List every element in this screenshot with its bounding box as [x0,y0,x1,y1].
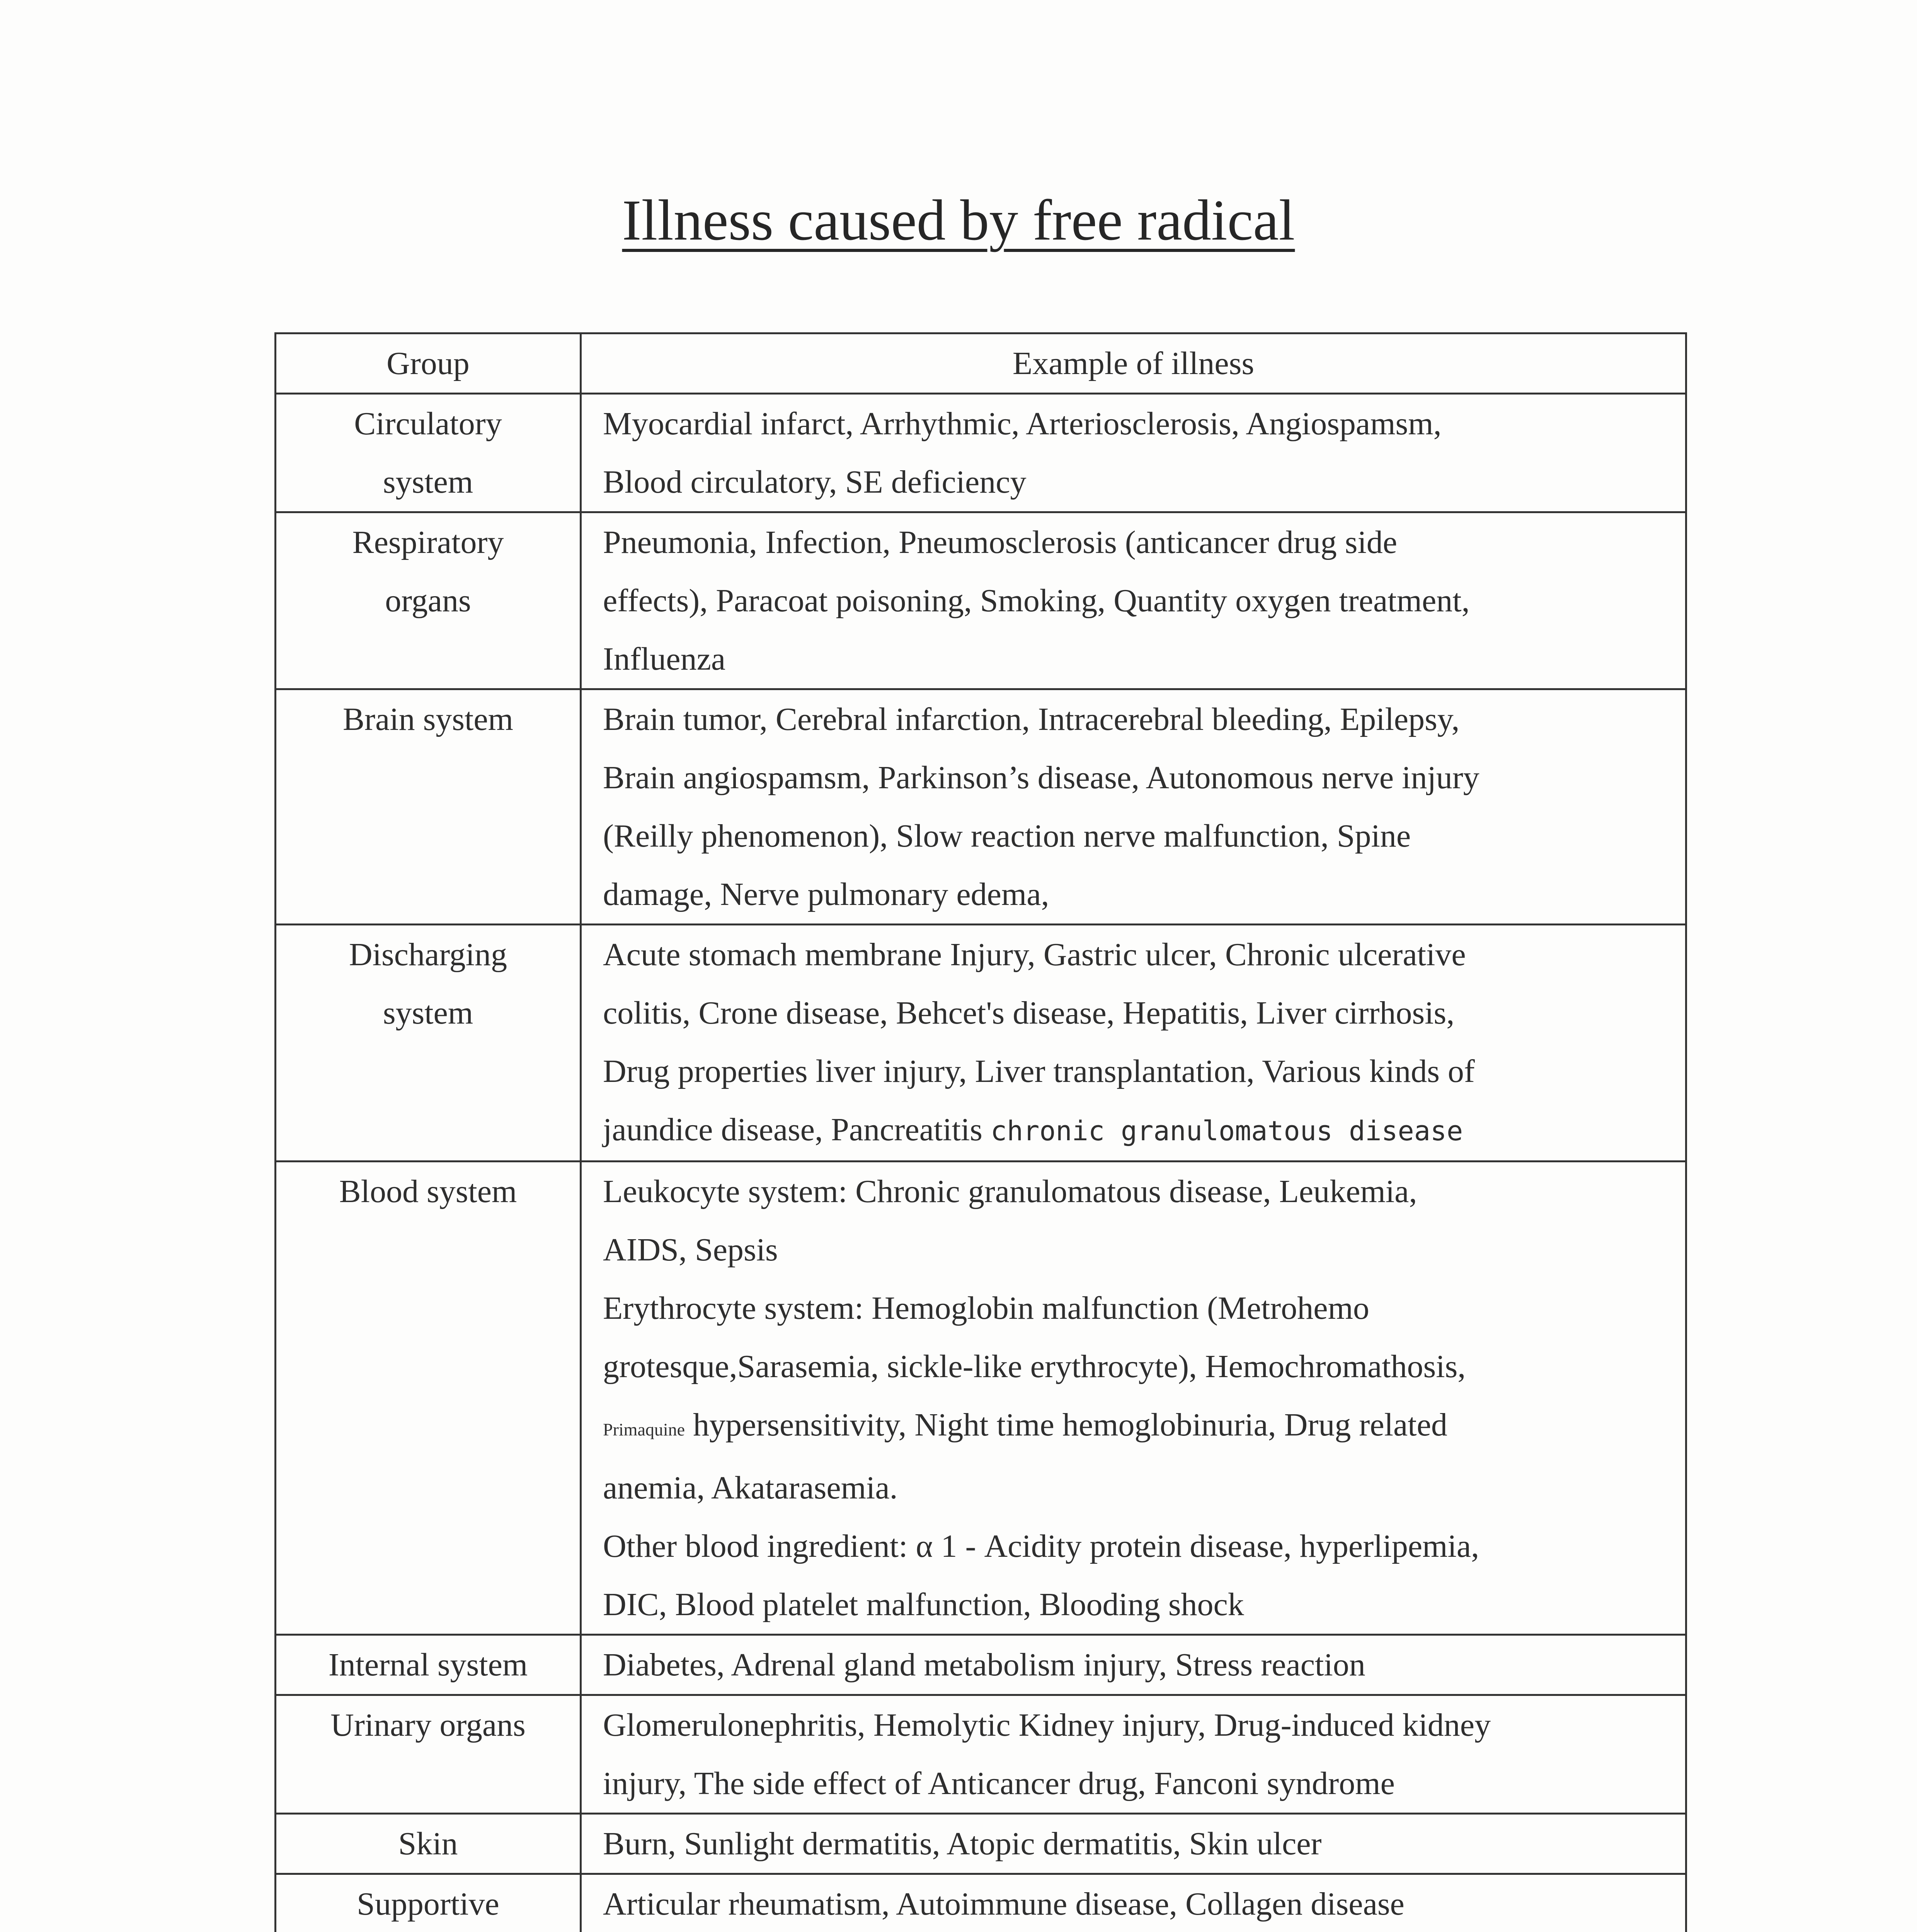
example-line: (Reilly phenomenon), Slow reaction nerve malfunction, Spine [603,818,1411,854]
example-line: Erythrocyte system: Hemoglobin malfunction (Metrohemo [603,1290,1369,1326]
group-label-line: Respiratory [352,524,504,560]
table-row [276,1814,1686,1874]
example-line [603,1100,1677,1160]
example-line: Diabetes, Adrenal gland metabolism injury, Stress reaction [603,1647,1365,1683]
table-row [276,1874,1686,1932]
example-line: AIDS, Sepsis [603,1232,778,1268]
group-cell [276,512,581,689]
example-line: Pneumonia, Infection, Pneumosclerosis (anticancer drug side [603,524,1398,560]
example-line-text: jaundice disease, Pancreatitis [603,1112,991,1148]
example-line: grotesque,Sarasemia, sickle-like erythrocyte), Hemochromathosis, [603,1349,1466,1384]
group-label-line: Blood system [339,1173,517,1209]
group-cell [276,689,581,925]
example-line: Glomerulonephritis, Hemolytic Kidney injury, Drug-induced kidney [603,1707,1491,1743]
group-label-line: Discharging [349,937,507,973]
example-cell [581,1814,1686,1874]
page-title [0,182,1917,259]
example-line: Brain angiospamsm, Parkinson’s disease, Autonomous nerve injury [603,760,1479,796]
typed-insert-text: chronic granulomatous disease [990,1115,1463,1147]
example-line: anemia, Akatarasemia. [603,1470,898,1506]
group-label-line: Internal system [328,1647,528,1683]
example-line: Burn, Sunlight dermatitis, Atopic dermatitis, Skin ulcer [603,1826,1322,1862]
page-title-text: Illness caused by free radical [622,188,1295,252]
group-label-line: Skin [398,1826,458,1862]
example-cell [581,512,1686,689]
example-line: Other blood ingredient: α 1 - Acidity protein disease, hyperlipemia, [603,1528,1479,1564]
example-cell [581,1162,1686,1635]
table-row [276,925,1686,1162]
group-cell [276,1162,581,1635]
group-cell [276,1635,581,1695]
example-line: DIC, Blood platelet malfunction, Blooding shock [603,1587,1244,1622]
table-row [276,394,1686,512]
example-line: Myocardial infarct, Arrhythmic, Arteriosclerosis, Angiospamsm, [603,406,1442,442]
table-row [276,1162,1686,1635]
small-text-insert: Primaquine [603,1420,685,1439]
group-cell [276,1814,581,1874]
example-line: Blood circulatory, SE deficiency [603,464,1027,500]
table-row [276,1635,1686,1695]
group-label-line: Supportive [357,1886,499,1922]
example-cell [581,1695,1686,1814]
example-line: Acute stomach membrane Injury, Gastric ulcer, Chronic ulcerative [603,937,1466,973]
table-row [276,1695,1686,1814]
example-line: Leukocyte system: Chronic granulomatous disease, Leukemia, [603,1173,1417,1209]
example-line: Articular rheumatism, Autoimmune disease, Collagen disease [603,1886,1405,1922]
example-column-header: Example of illness [581,333,1686,394]
group-cell [276,1874,581,1932]
example-line: effects), Paracoat poisoning, Smoking, Quantity oxygen treatment, [603,583,1470,619]
example-cell [581,689,1686,925]
example-cell [581,1635,1686,1695]
example-line-text: hypersensitivity, Night time hemoglobinuria, Drug related [685,1407,1447,1443]
group-column-header: Group [276,333,581,394]
group-label-line: Circulatory [354,406,502,442]
example-line: colitis, Crone disease, Behcet's disease, Hepatitis, Liver cirrhosis, [603,995,1455,1031]
group-cell [276,925,581,1162]
illness-table [274,332,1687,1932]
example-line: Drug properties liver injury, Liver transplantation, Various kinds of [603,1053,1475,1089]
example-line: Brain tumor, Cerebral infarction, Intracerebral bleeding, Epilepsy, [603,701,1460,737]
example-line: damage, Nerve pulmonary edema, [603,876,1049,912]
table-header-row [276,333,1686,394]
group-label-line: system [383,464,473,500]
table-row [276,689,1686,925]
example-line: Influenza [603,641,726,677]
table-row [276,512,1686,689]
group-label-line: system [383,995,473,1031]
example-line [603,1396,1677,1459]
group-cell [276,1695,581,1814]
example-cell [581,394,1686,512]
group-label-line: Brain system [343,701,513,737]
example-cell [581,1874,1686,1932]
group-label-line: organs [385,583,471,619]
group-cell [276,394,581,512]
group-label-line: Urinary organs [330,1707,526,1743]
example-cell [581,925,1686,1162]
example-line: injury, The side effect of Anticancer drug, Fanconi syndrome [603,1765,1395,1801]
